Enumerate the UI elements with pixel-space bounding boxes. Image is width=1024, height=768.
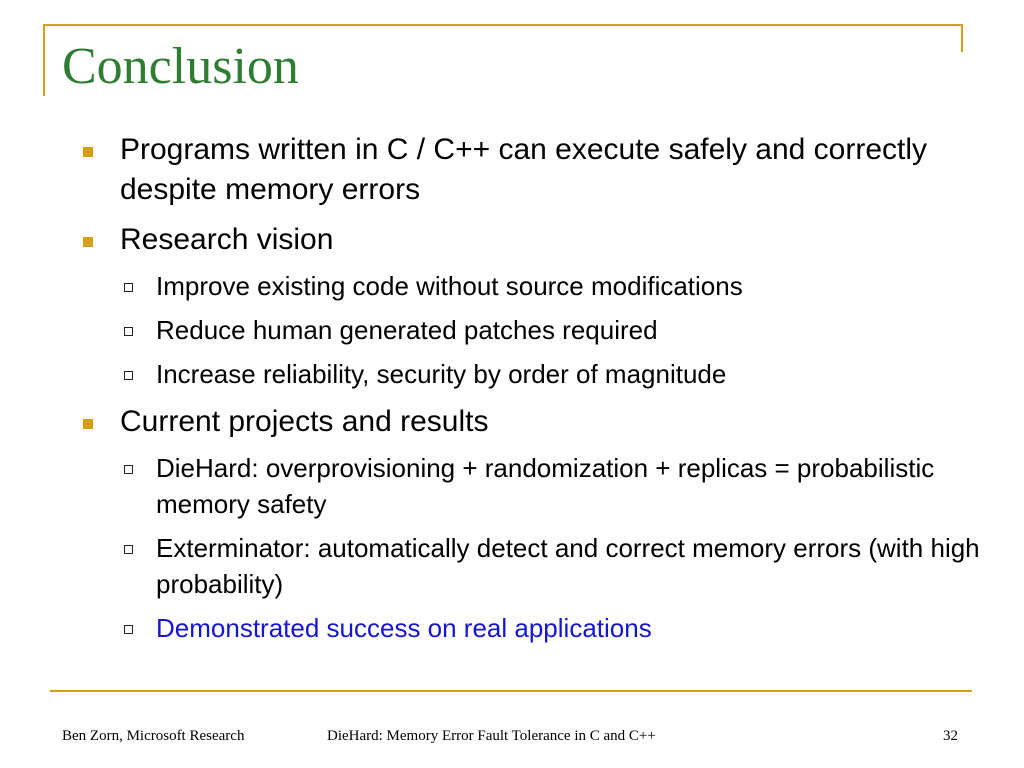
sub-bullet-text: DieHard: overprovisioning + randomization + replicas = probabilistic memory safety [156, 453, 935, 519]
bullet-text: Current projects and results [120, 405, 489, 438]
sub-bullet-item [80, 356, 980, 392]
sub-bullet-item [80, 530, 980, 602]
sub-bullet-text: Improve existing code without source modifications [156, 271, 743, 301]
bullet-text: Programs written in C / C++ can execute safely and correctly despite memory errors [120, 133, 928, 206]
footer-divider [50, 690, 972, 692]
hollow-square-bullet-icon [124, 327, 133, 336]
sub-bullet-text: Exterminator: automatically detect and correct memory errors (with high probability) [156, 533, 980, 599]
sub-bullet-item [80, 268, 980, 304]
hollow-square-bullet-icon [124, 465, 133, 474]
bullet-item [80, 130, 980, 210]
sub-bullet-item [80, 450, 980, 522]
sub-bullet-text-highlighted: Demonstrated success on real applications [156, 613, 652, 643]
hollow-square-bullet-icon [124, 283, 133, 292]
square-bullet-icon [83, 147, 93, 157]
sub-bullet-item [80, 312, 980, 348]
slide-title: Conclusion [62, 38, 299, 95]
hollow-square-bullet-icon [124, 625, 133, 634]
slide-content [80, 130, 980, 646]
page-number: 32 [943, 728, 958, 744]
bullet-item [80, 402, 980, 442]
sub-bullet-text: Reduce human generated patches required [156, 315, 658, 345]
hollow-square-bullet-icon [124, 371, 133, 380]
bullet-text: Research vision [120, 223, 334, 256]
square-bullet-icon [83, 419, 93, 429]
sub-bullet-item [80, 610, 980, 646]
square-bullet-icon [83, 237, 93, 247]
bullet-item [80, 220, 980, 260]
frame-top-line [43, 24, 963, 26]
footer-talk-title: DieHard: Memory Error Fault Tolerance in C and C++ [327, 728, 656, 744]
frame-right-line [961, 24, 963, 52]
frame-left-line [43, 24, 45, 96]
hollow-square-bullet-icon [124, 545, 133, 554]
sub-bullet-text: Increase reliability, security by order of magnitude [156, 359, 727, 389]
footer-author: Ben Zorn, Microsoft Research [62, 728, 245, 744]
